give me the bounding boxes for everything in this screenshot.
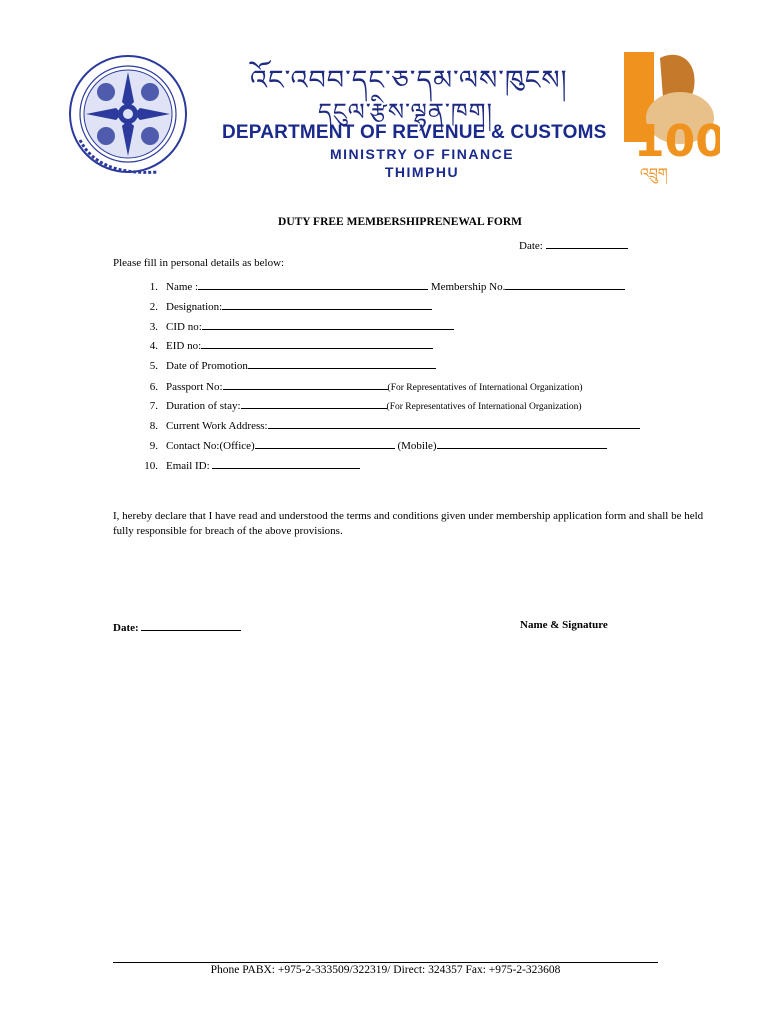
- footer-contact: Phone PABX: +975-2-333509/322319/ Direct: 324357 Fax: +975-2-323608: [210, 964, 561, 976]
- date-blank[interactable]: [546, 237, 628, 249]
- eid-blank[interactable]: [201, 337, 433, 349]
- field-number: 10.: [144, 460, 158, 472]
- declaration-text: I, hereby declare that I have read and understood the terms and conditions given under membership application form and shall be held fully responsible for breach of the above provisions.: [113, 510, 704, 537]
- membership-label: Membership No.: [430, 281, 506, 293]
- field-label: Passport No:: [166, 381, 223, 393]
- field-name[interactable]: [113, 278, 625, 293]
- government-seal-logo: [58, 50, 198, 182]
- field-label: CID no:: [166, 321, 202, 333]
- field-label: Email ID:: [166, 460, 210, 472]
- signature-date-blank[interactable]: [141, 619, 241, 631]
- field-work-address[interactable]: [113, 417, 640, 432]
- field-number: 6.: [149, 381, 158, 393]
- field-number: 4.: [149, 340, 158, 352]
- office-blank[interactable]: [255, 437, 395, 449]
- field-label: EID no:: [166, 340, 202, 352]
- mobile-label: (Mobile): [397, 440, 437, 452]
- dzongkha-ministry-name: དངུལ་རྩིས་ལྷན་ཁག།: [318, 98, 493, 126]
- field-number: 5.: [149, 360, 158, 372]
- field-number: 3.: [149, 321, 158, 333]
- signature-date-field[interactable]: [113, 619, 241, 634]
- field-label: Contact No:(Office): [166, 440, 255, 452]
- field-number: 8.: [149, 420, 158, 432]
- field-passport[interactable]: [113, 378, 583, 393]
- field-label: Designation:: [166, 301, 223, 313]
- promotion-blank[interactable]: [248, 357, 436, 369]
- field-label: Current Work Address:: [166, 420, 268, 432]
- anniversary-logo: [620, 48, 720, 184]
- intro-text: Please fill in personal details as below:: [113, 257, 285, 269]
- mobile-blank[interactable]: [437, 437, 607, 449]
- field-date-of-promotion[interactable]: [113, 357, 436, 372]
- form-title: DUTY FREE MEMBERSHIPRENEWAL FORM: [278, 216, 522, 228]
- city-title: THIMPHU: [384, 164, 460, 180]
- ministry-title: MINISTRY OF FINANCE: [329, 146, 515, 162]
- designation-blank[interactable]: [222, 298, 432, 310]
- field-number: 9.: [149, 440, 158, 452]
- name-signature-label: Name & Signature: [520, 619, 608, 631]
- svg-text:100: 100: [634, 116, 720, 167]
- field-label: Duration of stay:: [166, 400, 241, 412]
- field-email[interactable]: [113, 457, 360, 472]
- svg-text:འབྲུག: འབྲུག: [640, 166, 668, 182]
- date-label: Date:: [519, 240, 543, 252]
- address-blank[interactable]: [268, 417, 640, 429]
- field-number: 2.: [149, 301, 158, 313]
- field-label: Date of Promotion: [166, 360, 248, 372]
- name-blank[interactable]: [198, 278, 428, 290]
- cid-blank[interactable]: [202, 318, 454, 330]
- field-duration-of-stay[interactable]: [113, 397, 582, 412]
- signature-date-label: Date:: [113, 622, 139, 634]
- passport-blank[interactable]: [223, 378, 388, 390]
- field-note: (For Representatives of International Organization): [387, 383, 583, 393]
- email-blank[interactable]: [212, 457, 360, 469]
- dzongkha-department-name: འོང་འབབ་དང་ཅ་དམ་ལས་ཁུངས།: [250, 65, 568, 96]
- field-number: 7.: [149, 400, 158, 412]
- department-title: DEPARTMENT OF REVENUE & CUSTOMS: [222, 122, 607, 143]
- field-label: Name :: [166, 281, 199, 293]
- duration-blank[interactable]: [241, 397, 387, 409]
- field-cid[interactable]: [113, 318, 454, 333]
- form-date-field[interactable]: [519, 237, 628, 252]
- field-contact[interactable]: [113, 437, 607, 452]
- field-note: (For Representatives of International Organization): [386, 402, 582, 412]
- membership-blank[interactable]: [505, 278, 625, 290]
- field-number: 1.: [149, 281, 158, 293]
- footer-divider: [113, 962, 658, 963]
- field-eid[interactable]: [113, 337, 433, 352]
- field-designation[interactable]: [113, 298, 432, 313]
